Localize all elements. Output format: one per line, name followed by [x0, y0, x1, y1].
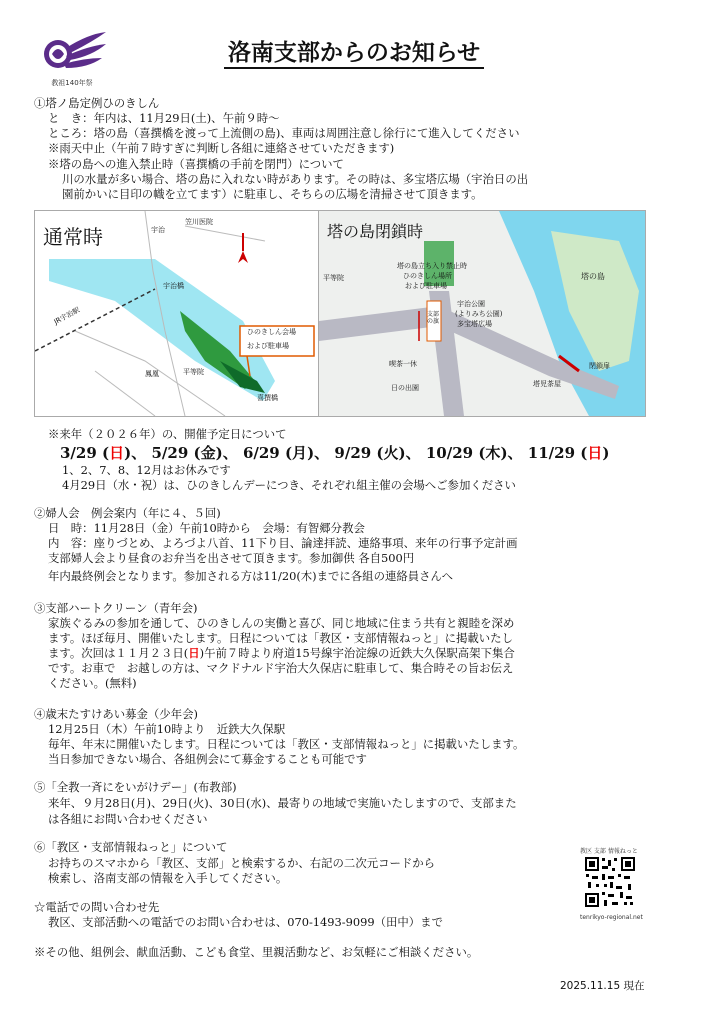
section1-place: ところ：塔の島（喜撰橋を渡って上流側の島)、車両は周囲注意し徐行にて進入してください [48, 126, 520, 140]
section2-line: 内 容：座りづとめ、よろづよ八首、11下り目、論達拝読、連絡事項、来年の行事予定計画 [48, 536, 518, 550]
map-closed-label: 塔児茶屋 [533, 380, 561, 388]
map-closed-label: 塔の島立ち入り禁止時 [397, 262, 467, 270]
section2-line: 日 時：11月28日（金）午前10時から 会場：有智郷分教会 [48, 521, 365, 535]
section5-heading: ⑤「全教一斉にをいがけデー」(布教部) [34, 780, 237, 794]
map-closed-label: 支部の旗 [427, 311, 440, 325]
date-item: 3/29 (日)、 [60, 444, 147, 462]
section3-line: 家族ぐるみの参加を通して、ひのきしんの実働と喜び、同じ地域に住まう共有と親睦を深め [48, 616, 515, 630]
section5-line: 来年、９月28日(月)、29日(火)、30日(水)、最寄りの地域で実施いたしますので、支部また [48, 796, 517, 810]
contact-line: 教区、支部活動への電話でのお問い合わせは、070-1493-9099（田中）まで [48, 915, 443, 929]
map-normal [34, 210, 320, 417]
map-closed-label: 平等院 [323, 274, 344, 282]
next-year-dates [60, 442, 609, 463]
section4-line: 12月25日（木）午前10時より 近鉄大久保駅 [48, 722, 286, 736]
section1-closure-line2: 園前かいに目印の幟を立てます）に駐車し、そちらの広場を清掃させて頂きます。 [62, 187, 483, 201]
section6-line: お持ちのスマホから「教区、支部」と検索するか、右記の二次元コードから [48, 856, 436, 870]
map-normal-label: 笠川医院 [185, 218, 213, 226]
map-closed-label: ひのきしん場所 [403, 272, 452, 280]
section1-heading: ①塔ノ島定例ひのきしん [34, 96, 160, 110]
section4-line: 毎年、年末に開催いたします。日程については「教区・支部情報ねっと」に掲載いたします。 [48, 737, 525, 751]
map-normal-label: 宇治橋 [163, 282, 184, 290]
section3-line: です。お車で お越しの方は、マクドナルド宇治大久保店に駐車して、集合時その旨お伝え [48, 661, 514, 675]
section3-line: ください。(無料) [48, 676, 137, 690]
map-normal-label: JR宇治駅 [52, 305, 82, 327]
section2-line: 支部婦人会より昼食のお弁当を出させて頂きます。参加御供 各自500円 [48, 551, 415, 565]
section3-heading: ③支部ハートクリーン（青年会) [34, 601, 198, 615]
section4-heading: ④歳末たすけあい募金（少年会) [34, 707, 198, 721]
section6-heading: ⑥「教区・支部情報ねっと」について [34, 840, 228, 854]
date-item: 9/29 (火)、 [334, 444, 421, 462]
map-normal-label: 鳳凰 [145, 370, 159, 378]
closing-note: ※その他、組例会、献血活動、こども食堂、里親活動など、お気軽にご相談ください。 [34, 945, 479, 959]
section4-line: 当日参加できない場合、各組例会にて募金することも可能です [48, 752, 367, 766]
map-normal-title: 通常時 [43, 225, 103, 249]
map-normal-label: ひのきしん会場 [247, 328, 296, 336]
logo-caption: 教祖140年祭 [51, 79, 93, 87]
next-year-note2: 4月29日（水・祝）は、ひのきしんデーにつき、それぞれ組主催の会場へご参加ください [62, 478, 516, 492]
section1-closure-line1: 川の水量が多い場合、塔の島に入れない時があります。その時は、多宝塔広場（宇治日の出 [62, 172, 529, 186]
section1-rain: ※雨天中止（午前７時すぎに判断し各組に連絡させていただきます) [48, 141, 395, 155]
next-year-heading: ※来年（２０２６年）の、開催予定日について [48, 427, 287, 441]
date-item: 5/29 (金)、 [151, 444, 238, 462]
map-closed-title: 塔の島閉鎖時 [327, 222, 424, 241]
qr-caption-bottom: tenrikyo-regional.net [580, 914, 643, 921]
section2-line: 年内最終例会となります。参加される方は11/20(木)までに各組の連絡員さんへ [48, 569, 454, 583]
map-normal-label: 喜撰橋 [257, 394, 278, 402]
section3-line: ます。次回は１１月２３日(日)午前７時より府道15号線宇治淀線の近鉄大久保駅高架下集合 [48, 646, 515, 660]
map-closed-label: 日の出園 [391, 384, 419, 392]
map-normal-label: および駐車場 [247, 342, 289, 350]
map-closed [318, 210, 646, 417]
map-closed-label: および駐車場 [405, 282, 447, 290]
map-closed-label: 宇治公園 [457, 300, 485, 308]
section1-date: と き：年内は、11月29日(土)、午前９時～ [48, 111, 280, 125]
map-closed-label: 塔の島 [581, 272, 605, 281]
map-closed-label: 喫茶一休 [389, 360, 417, 368]
section6-line: 検索し、洛南支部の情報を入手してください。 [48, 871, 288, 885]
page-title: 洛南支部からのお知らせ [0, 34, 708, 67]
section3-line: ます。ほぼ毎月、開催いたします。日程については「教区・支部情報ねっと」に掲載いたし [48, 631, 513, 645]
section2-heading: ②婦人会 例会案内（年に４、５回) [34, 506, 221, 520]
section1-closure: ※塔の島への進入禁止時（喜撰橋の手前を閉門）について [48, 157, 344, 171]
date-item: 10/29 (木)、 [425, 444, 523, 462]
map-normal-label: 宇治 [151, 226, 165, 234]
contact-heading: ☆電話での問い合わせ先 [34, 900, 160, 914]
map-closed-label: 多宝塔広場 [457, 320, 492, 328]
footer-date: 2025.11.15 現在 [560, 980, 645, 992]
date-item: 6/29 (月)、 [242, 444, 330, 462]
next-year-note1: 1、2、7、8、12月はお休みです [62, 463, 231, 477]
qr-code-icon[interactable] [584, 856, 636, 908]
map-closed-label: 閉鎖扉 [589, 362, 610, 370]
date-item: 11/29 (日) [527, 444, 610, 462]
map-closed-label: (よりみち公園) [455, 310, 503, 318]
qr-caption-top: 教区 支部 情報ねっと [580, 848, 638, 855]
section5-line: は各組にお問い合わせください [48, 812, 208, 826]
map-normal-label: 平等院 [183, 368, 204, 376]
